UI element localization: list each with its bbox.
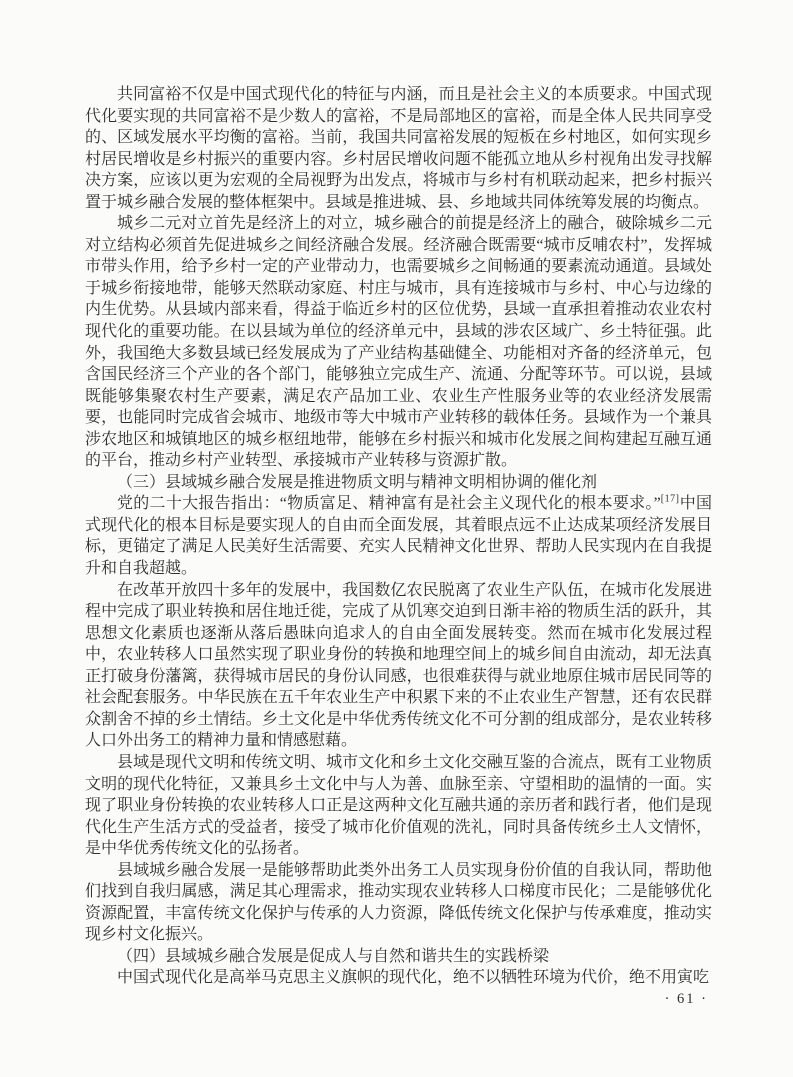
paragraph	[85, 752, 712, 860]
section-heading	[85, 472, 712, 494]
paragraph-text: 县域城乡融合发展一是能够帮助此类外出务工人员实现身份价值的自我认同，帮助他们找到自我归属感，满足其心理需求，推动实现农业转移人口梯度市民化；二是能够优化资源配置，丰富传统文化保护与传承的人力资源，降低传统文化保护与传承难度，推动实现乡村文化振兴。	[85, 861, 712, 944]
paragraph	[85, 580, 712, 752]
paragraph-text: 中国式现代化的根本目标是要实现人的自由而全面发展，其着眼点远不止达成某项经济发展目标，更锚定了满足人民美好生活需要、充实人民精神文化世界、帮助人民实现内在自我提升和自我超越。	[85, 495, 712, 578]
paragraph	[85, 860, 712, 946]
paragraph-text: 共同富裕不仅是中国式现代化的特征与内涵，而且是社会主义的本质要求。中国式现代化要实现的共同富裕不是少数人的富裕，不是局部地区的富裕，而是全体人民共同享受的、区域发展水平均衡的富裕。当前，我国共同富裕发展的短板在乡村地区，如何实现乡村居民增收是乡村振兴的重要内容。乡村居民增收问题不能孤立地从乡村视角出发寻找解决方案，应该以更为宏观的全局视野为出发点，将城市与乡村有机联动起来，把乡村振兴置于城乡融合发展的整体框架中。县域是推进城、县、乡地域共同体统筹发展的均衡点。	[85, 86, 712, 211]
paragraph-text: 县域是现代文明和传统文明、城市文化和乡土文化交融互鉴的合流点，既有工业物质文明的现代化特征，又兼具乡土文化中与人为善、血脉至亲、守望相助的温情的一面。实现了职业身份转换的农业转移人口正是这两种文化互融共通的亲历者和践行者，他们是现代化生产生活方式的受益者，接受了城市化价值观的洗礼，同时具备传统乡土人文情怀，是中华优秀传统文化的弘扬者。	[85, 753, 712, 858]
paragraph	[85, 213, 712, 472]
footnote-reference: [17]	[660, 494, 680, 506]
paragraph-text: （三）县域城乡融合发展是推进物质文明与精神文明相协调的催化剂	[117, 473, 598, 491]
paragraph-text: 城乡二元对立首先是经济上的对立，城乡融合的前提是经济上的融合，破除城乡二元对立结构必须首先促进城乡之间经济融合发展。经济融合既需要“城市反哺农村”，发挥城市带头作用，给予乡村一定的产业带动力，也需要城乡之间畅通的要素流动通道。县域处于城乡衔接地带，能够天然联动家庭、村庄与城市，具有连接城市与乡村、中心与边缘的内生优势。从县域内部来看，得益于临近乡村的区位优势，县域一直承担着推动农业农村现代化的重要功能。在以县域为单位的经济单元中，县域的涉农区域广、乡土特征强。此外，我国绝大多数县域已经发展成为了产业结构基础健全、功能相对齐备的经济单元，包含国民经济三个产业的各个部门，能够独立完成生产、流通、分配等环节。可以说，县域既能够集聚农村生产要素，满足农产品加工业、农业生产性服务业等的农业经济发展需要，也能同时完成省会城市、地级市等大中城市产业转移的载体任务。县域作为一个兼具涉农地区和城镇地区的城乡枢纽地带，能够在乡村振兴和城市化发展之间构建起互融互通的平台，推动乡村产业转型、承接城市产业转移与资源扩散。	[85, 215, 712, 470]
paragraph-text: 在改革开放四十多年的发展中，我国数亿农民脱离了农业生产队伍，在城市化发展进程中完成了职业转换和居住地迁徙，完成了从饥寒交迫到日渐丰裕的物质生活的跃升，其思想文化素质也逐渐从落后愚昧向追求人的自由全面发展转变。然而在城市化发展过程中，农业转移人口虽然实现了职业身份的转换和地理空间上的城乡间自由流动，却无法真正打破身份藩篱，获得城市居民的身份认同感，也很难获得与就业地原住城市居民同等的社会配套服务。中华民族在五千年农业生产中积累下来的不止农业生产智慧，还有农民群众割舍不掉的乡土情结。乡土文化是中华优秀传统文化不可分割的组成部分，是农业转移人口外出务工的精神力量和情感慰藉。	[85, 581, 712, 750]
paragraph	[85, 84, 712, 213]
page-body	[85, 84, 712, 989]
paragraph-text: （四）县域城乡融合发展是促成人与自然和谐共生的实践桥梁	[117, 947, 550, 965]
page-number: · 61 ·	[664, 991, 708, 1007]
paragraph-text: 中国式现代化是高举马克思主义旗帜的现代化，绝不以牺牲环境为代价，绝不用寅吃	[117, 969, 710, 987]
paragraph	[85, 967, 712, 989]
section-heading	[85, 946, 712, 968]
paragraph-text: 党的二十大报告指出：“物质富足、精神富有是社会主义现代化的根本要求。”	[117, 495, 661, 513]
paragraph	[85, 493, 712, 579]
